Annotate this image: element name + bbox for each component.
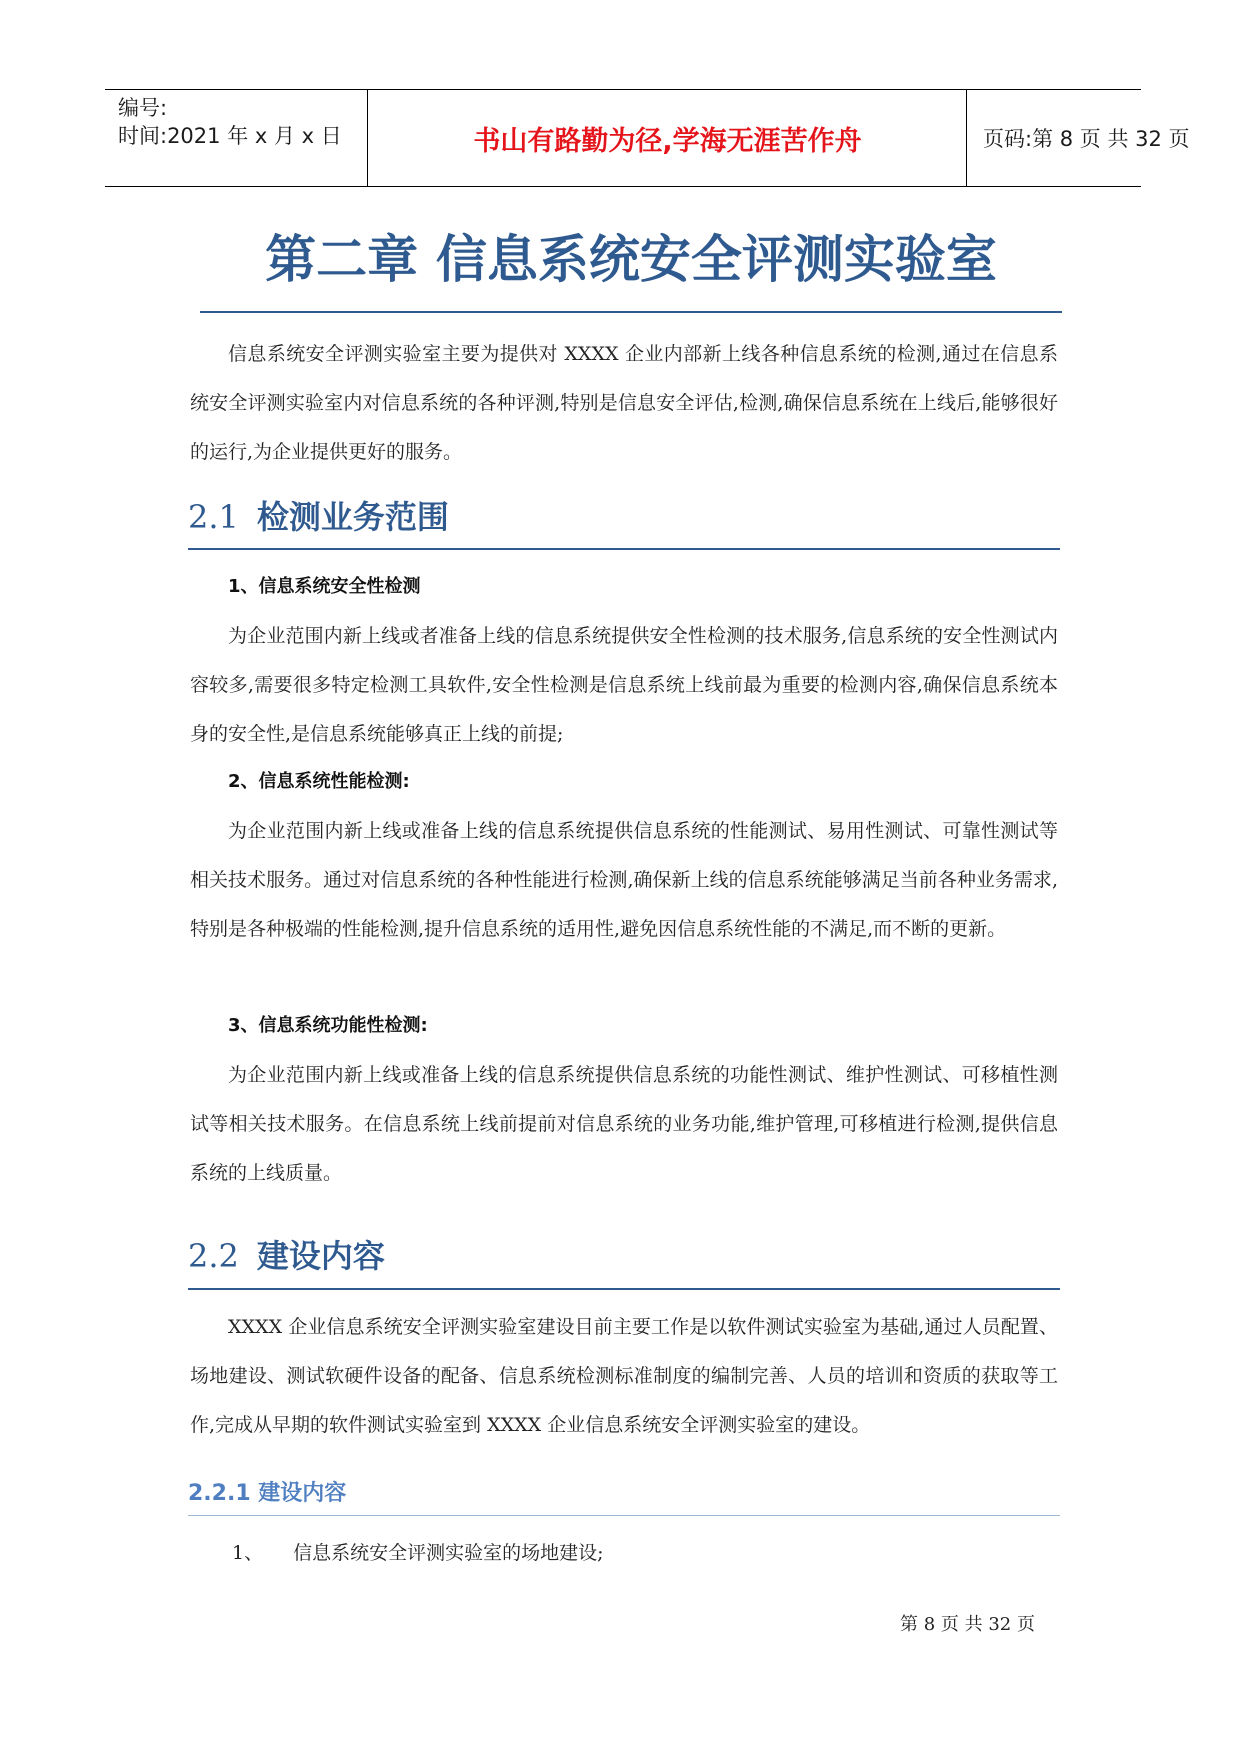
section-2-1-rule (188, 548, 1060, 550)
subsection-paragraph: 为企业范围内新上线或者准备上线的信息系统提供安全性检测的技术服务,信息系统的安全性测试内容较多,需要很多特定检测工具软件,安全性检测是信息系统上线前最为重要的检测内容,确保信息系统本身的安全性,是信息系统能够真正上线的前提; (190, 625, 1058, 745)
page-footer: 第 8 页 共 32 页 (900, 1614, 1035, 1635)
header-motto: 书山有路勤为径,学海无涯苦作舟 (473, 125, 862, 157)
subsection-heading: 1、信息系统安全性检测 (228, 576, 421, 597)
subsection-paragraph: 为企业范围内新上线或准备上线的信息系统提供信息系统的性能测试、易用性测试、可靠性测试等相关技术服务。通过对信息系统的各种性能进行检测,确保新上线的信息系统能够满足当前各种业务需求,特别是各种极端的性能检测,提升信息系统的适用性,避免因信息系统性能的不满足,而不断的更新。 (190, 820, 1058, 940)
section-2-2-paragraph: XXXX 企业信息系统安全评测实验室建设目前主要工作是以软件测试实验室为基础,通过人员配置、场地建设、测试软硬件设备的配备、信息系统检测标准制度的编制完善、人员的培训和资质的获取等工作,完成从早期的软件测试实验室到 XXXX 企业信息系统安全评测实验室的建设。 (190, 1316, 1058, 1436)
list-item-number: 1、 (232, 1542, 264, 1564)
section-2-2-heading (188, 1231, 385, 1277)
header-number-label: 编号: (118, 96, 168, 120)
header-divider (966, 90, 967, 186)
subsection-heading: 3、信息系统功能性检测: (228, 1015, 428, 1036)
section-2-1-number: 2.1 (188, 498, 239, 536)
header-meta (118, 94, 368, 150)
chapter-title-rule (200, 311, 1062, 313)
header-time-label: 时间:2021 年 x 月 x 日 (118, 124, 342, 148)
header-divider (367, 90, 368, 186)
section-2-2-1-heading: 2.2.1 建设内容 (188, 1481, 347, 1506)
subsection-heading: 2、信息系统性能检测: (228, 771, 410, 792)
section-2-2-1-rule (188, 1515, 1060, 1516)
header-page-label: 页码:第 8 页 共 32 页 (983, 127, 1190, 151)
list-item (232, 1538, 604, 1565)
section-2-1-title: 检测业务范围 (256, 498, 449, 536)
list-item-text: 信息系统安全评测实验室的场地建设; (293, 1542, 604, 1564)
document-header (105, 89, 1190, 187)
chapter-title: 第二章 信息系统安全评测实验室 (265, 231, 997, 290)
section-2-2-rule (188, 1288, 1060, 1290)
intro-paragraph: 信息系统安全评测实验室主要为提供对 XXXX 企业内部新上线各种信息系统的检测,通过在信息系统安全评测实验室内对信息系统的各种评测,特别是信息安全评估,检测,确保信息系统在上线后,能够很好的运行,为企业提供更好的服务。 (190, 343, 1058, 463)
section-2-2-number: 2.2 (188, 1237, 239, 1275)
section-2-1-heading (188, 492, 449, 538)
subsection-paragraph: 为企业范围内新上线或准备上线的信息系统提供信息系统的功能性测试、维护性测试、可移植性测试等相关技术服务。在信息系统上线前提前对信息系统的业务功能,维护管理,可移植进行检测,提供信息系统的上线质量。 (190, 1064, 1058, 1184)
section-2-2-title: 建设内容 (256, 1237, 385, 1275)
